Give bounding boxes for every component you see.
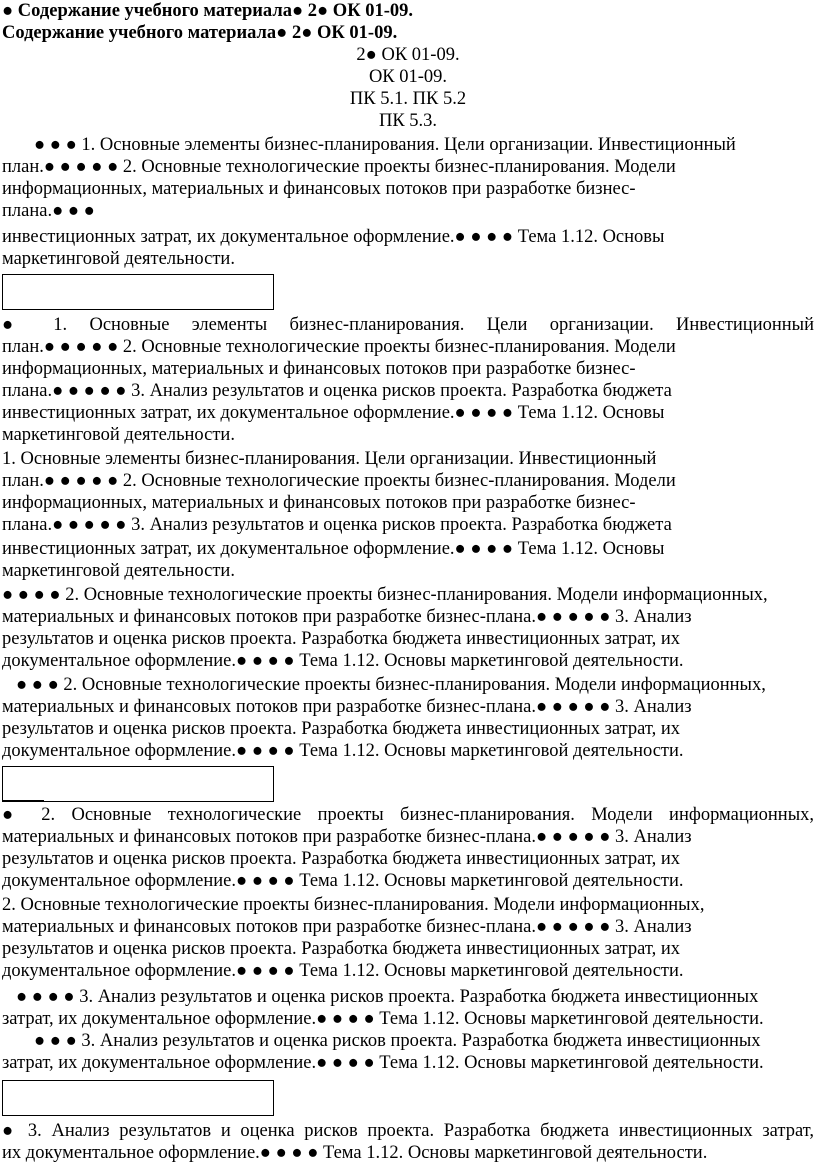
doc-line: материальных и финансовых потоков при разработке бизнес-плана.● ● ● ● ● 3. Анализ bbox=[2, 827, 692, 847]
doc-line: материальных и финансовых потоков при разработке бизнес-плана.● ● ● ● ● 3. Анализ bbox=[2, 607, 692, 627]
doc-line-competence-3: ПК 5.1. ПК 5.2 bbox=[349, 89, 467, 109]
doc-line: ● ● ● 3. Анализ результатов и оценка рисков проекта. Разработка бюджета инвестиционных bbox=[34, 1031, 761, 1051]
doc-line: плана.● ● ● ● ● 3. Анализ результатов и оценка рисков проекта. Разработка бюджета bbox=[2, 381, 672, 401]
doc-line: ● ● ● ● 3. Анализ результатов и оценка рисков проекта. Разработка бюджета инвестиционных bbox=[16, 987, 759, 1007]
doc-line: информационных, материальных и финансовых потоков при разработке бизнес- bbox=[2, 179, 636, 199]
doc-line: план.● ● ● ● ● 2. Основные технологические проекты бизнес-планирования. Модели bbox=[2, 471, 676, 491]
empty-cell-box bbox=[2, 766, 274, 802]
doc-line: ● ● ● ● 2. Основные технологические проекты бизнес-планирования. Модели информационных, bbox=[2, 585, 768, 605]
doc-line: их документальное оформление.● ● ● ● Тема 1.12. Основы маркетинговой деятельности. bbox=[2, 1143, 708, 1163]
doc-line: инвестиционных затрат, их документальное оформление.● ● ● ● Тема 1.12. Основы bbox=[2, 403, 665, 423]
doc-line: 1. Основные элементы бизнес-планирования. Цели организации. Инвестиционный bbox=[2, 449, 657, 469]
doc-line: ● 2. Основные технологические проекты бизнес-планирования. Модели информационных, bbox=[2, 805, 814, 825]
doc-line: материальных и финансовых потоков при разработке бизнес-плана.● ● ● ● ● 3. Анализ bbox=[2, 917, 692, 937]
doc-line: план.● ● ● ● ● 2. Основные технологические проекты бизнес-планирования. Модели bbox=[2, 157, 676, 177]
doc-line: маркетинговой деятельности. bbox=[2, 249, 235, 269]
doc-line: результатов и оценка рисков проекта. Разработка бюджета инвестиционных затрат, их bbox=[2, 849, 681, 869]
empty-cell-box bbox=[2, 1080, 274, 1116]
doc-line: информационных, материальных и финансовых потоков при разработке бизнес- bbox=[2, 359, 636, 379]
doc-line: инвестиционных затрат, их документальное оформление.● ● ● ● Тема 1.12. Основы bbox=[2, 539, 665, 559]
doc-line: ● 3. Анализ результатов и оценка рисков проекта. Разработка бюджета инвестиционных затрат, bbox=[2, 1121, 814, 1141]
doc-line: результатов и оценка рисков проекта. Разработка бюджета инвестиционных затрат, их bbox=[2, 719, 681, 739]
doc-line: информационных, материальных и финансовых потоков при разработке бизнес- bbox=[2, 493, 636, 513]
doc-line-competence-1: 2● ОК 01-09. bbox=[356, 45, 460, 65]
doc-line-competence-4: ПК 5.3. bbox=[378, 111, 438, 131]
doc-line: плана.● ● ● ● ● 3. Анализ результатов и оценка рисков проекта. Разработка бюджета bbox=[2, 515, 672, 535]
doc-line: материальных и финансовых потоков при разработке бизнес-плана.● ● ● ● ● 3. Анализ bbox=[2, 697, 692, 717]
doc-line: маркетинговой деятельности. bbox=[2, 425, 235, 445]
doc-line: инвестиционных затрат, их документальное оформление.● ● ● ● Тема 1.12. Основы bbox=[2, 227, 665, 247]
doc-line: документальное оформление.● ● ● ● Тема 1.12. Основы маркетинговой деятельности. bbox=[2, 741, 684, 761]
doc-line: результатов и оценка рисков проекта. Разработка бюджета инвестиционных затрат, их bbox=[2, 939, 681, 959]
doc-line: 2. Основные технологические проекты бизнес-планирования. Модели информационных, bbox=[2, 895, 705, 915]
doc-line: ● ● ● 1. Основные элементы бизнес-планирования. Цели организации. Инвестиционный bbox=[34, 135, 736, 155]
empty-cell-box bbox=[2, 274, 274, 310]
doc-line: документальное оформление.● ● ● ● Тема 1.12. Основы маркетинговой деятельности. bbox=[2, 651, 684, 671]
doc-line: ● ● ● 2. Основные технологические проекты бизнес-планирования. Модели информационных, bbox=[16, 675, 766, 695]
divider bbox=[2, 800, 44, 801]
doc-line-heading-2: Содержание учебного материала● 2● ОК 01-09. bbox=[2, 23, 398, 43]
doc-line: результатов и оценка рисков проекта. Разработка бюджета инвестиционных затрат, их bbox=[2, 629, 681, 649]
doc-line: документальное оформление.● ● ● ● Тема 1.12. Основы маркетинговой деятельности. bbox=[2, 961, 684, 981]
doc-line-competence-2: ОК 01-09. bbox=[368, 67, 448, 87]
doc-line: маркетинговой деятельности. bbox=[2, 561, 235, 581]
doc-line: затрат, их документальное оформление.● ● ● ● Тема 1.12. Основы маркетинговой деятельности. bbox=[2, 1009, 764, 1029]
doc-line: документальное оформление.● ● ● ● Тема 1.12. Основы маркетинговой деятельности. bbox=[2, 871, 684, 891]
doc-line: план.● ● ● ● ● 2. Основные технологические проекты бизнес-планирования. Модели bbox=[2, 337, 676, 357]
doc-line: затрат, их документальное оформление.● ● ● ● Тема 1.12. Основы маркетинговой деятельности. bbox=[2, 1053, 764, 1073]
doc-line-heading-1: ● Содержание учебного материала● 2● ОК 01-09. bbox=[2, 1, 414, 21]
doc-line: плана.● ● ● bbox=[2, 201, 95, 221]
doc-line: ● 1. Основные элементы бизнес-планирования. Цели организации. Инвестиционный bbox=[2, 315, 814, 335]
